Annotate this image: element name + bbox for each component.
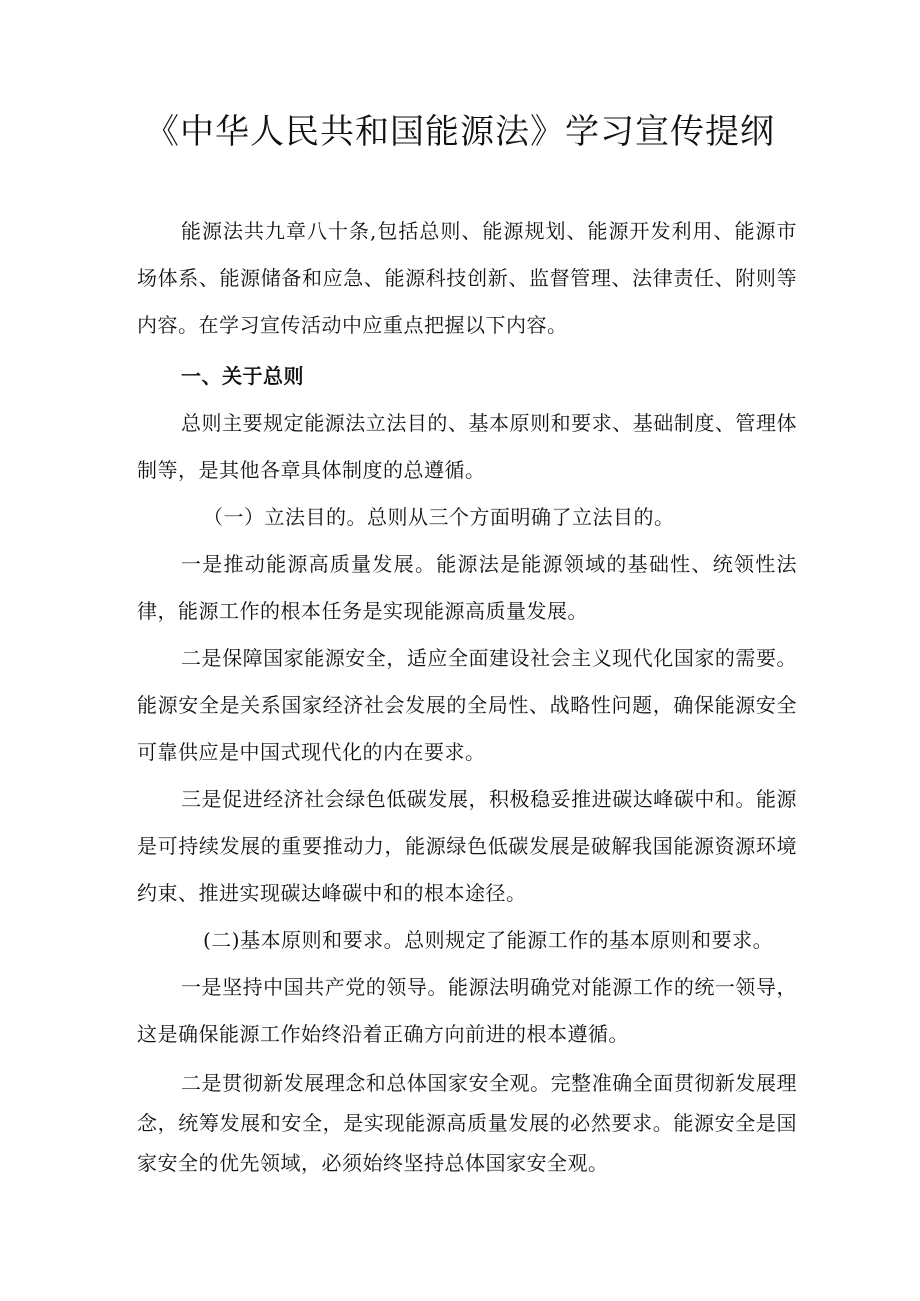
document-title: 《中华人民共和国能源法》学习宣传提纲 <box>145 112 775 152</box>
subsection-basic-principles: (二)基本原则和要求。总则规定了能源工作的基本原则和要求。 <box>203 928 774 952</box>
general-provisions-paragraph: 总则主要规定能源法立法目的、基本原则和要求、基础制度、管理体制等，是其他各章具体制度的总遵循。 <box>137 411 797 482</box>
purpose-paragraph-3: 三是促进经济社会绿色低碳发展，积极稳妥推进碳达峰碳中和。能源是可持续发展的重要推动力，能源绿色低碳发展是破解我国能源资源环境约束、推进实现碳达峰碳中和的根本途径。 <box>137 787 797 905</box>
subsection-legislative-purpose: （一）立法目的。总则从三个方面明确了立法目的。 <box>203 505 675 529</box>
principle-paragraph-1: 一是坚持中国共产党的领导。能源法明确党对能源工作的统一领导，这是确保能源工作始终沿着正确方向前进的根本遵循。 <box>137 975 797 1046</box>
section-heading-general-provisions: 一、关于总则 <box>181 364 304 388</box>
purpose-paragraph-1: 一是推动能源高质量发展。能源法是能源领域的基础性、统领性法律，能源工作的根本任务是实现能源高质量发展。 <box>137 552 797 623</box>
purpose-paragraph-2: 二是保障国家能源安全，适应全面建设社会主义现代化国家的需要。能源安全是关系国家经济社会发展的全局性、战略性问题，确保能源安全可靠供应是中国式现代化的内在要求。 <box>137 646 797 764</box>
principle-paragraph-2: 二是贯彻新发展理念和总体国家安全观。完整准确全面贯彻新发展理念，统筹发展和安全，是实现能源高质量发展的必然要求。能源安全是国家安全的优先领域，必须始终坚持总体国家安全观。 <box>137 1071 797 1175</box>
intro-paragraph: 能源法共九章八十条,包括总则、能源规划、能源开发利用、能源市场体系、能源储备和应急、能源科技创新、监督管理、法律责任、附则等内容。在学习宣传活动中应重点把握以下内容。 <box>137 219 797 337</box>
